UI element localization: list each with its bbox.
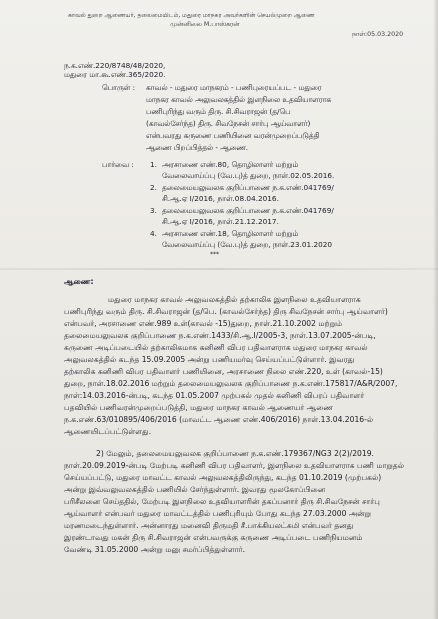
district-reference-number: மதுரை மா.கூ.எண்.365/2020. (64, 70, 166, 79)
paragraph-line: என்பவர், அரசாணை எண்.989 உள்(காவல் -15)துறை, நாள்.21.10.2002 மற்றும் (64, 319, 343, 328)
reference-number: ந.க.எண்.220/8748/48/2020, (64, 61, 166, 70)
reference-number-2: 2. (150, 183, 157, 192)
header-title: காவல் துறை ஆணையர், தலைமையிடம், மதுரை மாநகர அவர்களின் செயல்முறை ஆணை (68, 12, 315, 19)
reference-line: சி.ஆ.ஏ I/2016, நாள்.08.04.2016. (162, 194, 279, 203)
order-heading: ஆணை: (64, 277, 94, 286)
paragraph-line: செய்யப்பட்டு, மதுரை மாவட்ட காவல் அலுவலகத்திலிருந்து, கடந்த 01.10.2019 (முற்பகல்) (64, 473, 382, 482)
paragraph-line: பணிபுரிந்து வரும் திரு. சி.சிவராஜன் (த/பெ. (காவல்சேர்ந்த) திரு சிவநேசன் சார்பு ஆய்வாளர்) (64, 307, 388, 316)
paragraph-line: அன்று இவ்வலுவலகத்தில் பணியில் சேர்ந்துள்ளார். இவரது மூலகோப்பினை (64, 485, 326, 494)
paragraph-line: ஆய்வாளர் என்பவர் மதுரை மாவட்டத்தில் பணிபுரியும் போது கடந்த 27.03.2000 அன்று (64, 509, 371, 518)
reference-line: அரசாணை எண்.80, தொழிலாளர் மற்றும் (162, 160, 299, 169)
paragraph-line: நாள்:14.03.2016-ன்படி, கடந்த 01.05.2007 முற்பகல் முதல் கனிணி விபரப் பதிவாளர் (64, 391, 365, 400)
reference-line: சி.ஆ.ஏ I/2016, நாள்.21.12.2017. (162, 217, 279, 226)
page-edge-shadow (433, 0, 438, 619)
header-date: நாள்:05.03.2020 (352, 31, 404, 38)
header-subtitle: முன்னிலை M.பாஸ்கரன் (170, 21, 240, 28)
page-fold (0, 268, 438, 270)
paragraph-line: துறை, நாள்.18.02.2016 மற்றும் தலைமையலுவலக குறிப்பாணை ந.க.எண்.175817/A&R/2007, (64, 379, 398, 388)
subject-line: ஆணை பிறப்பித்தல் - ஆணை. (146, 143, 249, 152)
reference-number-4: 4. (150, 229, 157, 238)
paragraph-line: 2) மேலும், தலைமையலுவலக குறிப்பாணை ந.க.எண்.179367/NG3 2(2)/2019. (96, 449, 374, 458)
paragraph-line: இரண்டாவது மகன் திரு சி.சிவராஜன் என்பவருக்கு கருணை அடிப்படை பணிநியமனம் (64, 533, 363, 542)
paragraph-line: வேண்டி 31.05.2000 அன்று மனு சமர்ப்பித்துள்ளார். (64, 545, 246, 554)
paragraph-line: நாள்.20.09.2019-ன்படி மேற்படி கனிணி விபர பதிவாளர், இளநிலை உதவியாளராக பணி மாறுதல் (64, 461, 405, 470)
subject-line: மாநகர காவல் அலுவலகத்தில் இளநிலை உதவியாளராக (146, 95, 331, 104)
separator-stars: *** (210, 251, 219, 258)
paragraph-line: கருணை அடிப்படையில் தற்காலிகமாக கனிணி விபர பதிவாளராக மதுரை மாநகர காவல் (64, 343, 368, 352)
paragraph-line: பதவியில் பணிவரன்முறைப்படுத்தி, மதுரை மாநகர காவல் ஆணையர் ஆணை (64, 403, 334, 412)
subject-line: என்பவரது கருணை பணியினை வரன்முறைப்படுத்தி (146, 131, 320, 140)
reference-number-1: 1. (150, 160, 157, 169)
reference-line: தலைமையலுவலக குறிப்பாணை ந.க.எண்.041769/ (162, 183, 334, 192)
paragraph-line: ஆணையிடப்பட்டுள்ளது. (64, 427, 152, 436)
paragraph-line: பரிசீலனை செய்ததில், மேற்படி இளநிலை உதவியாளரின் தகப்பனார் திரு சி.சிவநேசன் சார்பு (64, 497, 380, 506)
reference-number-3: 3. (150, 206, 157, 215)
references-label: பார்வை : (102, 160, 134, 169)
reference-line: வேலைவாய்ப்பு (வே.பு)த் துறை, நாள்.23.01.2020 (162, 240, 333, 249)
reference-line: வேலைவாய்ப்பு (வே.பு)த் துறை, நாள்.02.05.2016. (162, 171, 335, 180)
subject-line: காவல் - மதுரை மாநகரம் - பணிபுரையப்பட - மதுரை (146, 83, 322, 92)
subject-label: பொருள் : (102, 83, 136, 92)
subject-line: (காவல்சேர்ந்த) திரு. சிவநேசன் சார்பு ஆய்வாளர்) (146, 119, 311, 128)
paragraph-line: மரணமடைந்துள்ளார். அன்னாரது மனைவி திருமதி சீ.பாக்கியலட்சுமி என்பவர் தனது (64, 521, 354, 530)
reference-line: தலைமையலுவலக குறிப்பாணை ந.க.எண்.041769/ (162, 206, 334, 215)
reference-line: அரசாணை எண்.18, தொழிலாளர் மற்றும் (162, 229, 299, 238)
paragraph-line: ந.க.எண்.63/010895/406/2016 (மாவட்ட ஆணை எண்.406/2016) நாள்.13.04.2016-ல் (64, 415, 374, 424)
subject-line: பணிபுரிந்து வரும் திரு. சி.சிவராஜன் (த/பெ (146, 107, 291, 116)
paragraph-line: அலுவலகத்தில் கடந்த 15.09.2005 அன்று பணியமர்வு செய்யப்பட்டுள்ளார். இவரது (64, 355, 355, 364)
paragraph-line: தலைமையலுவலக குறிப்பாணை ந.க.எண்.1433/சி.ஆ.I/2005-3, நாள்.13.07.2005-ன்படி, (64, 331, 376, 340)
paragraph-line: தற்காலிக கனிணி விபர பதிவாளர் பணியினை, அரசாணை நிலை எண்.220, உள் (காவல்-15) (64, 367, 383, 376)
paragraph-line: மதுரை மாநகர காவல் அலுவலகத்தில் தற்காலிக இளநிலை உதவியாளராக (108, 295, 361, 304)
